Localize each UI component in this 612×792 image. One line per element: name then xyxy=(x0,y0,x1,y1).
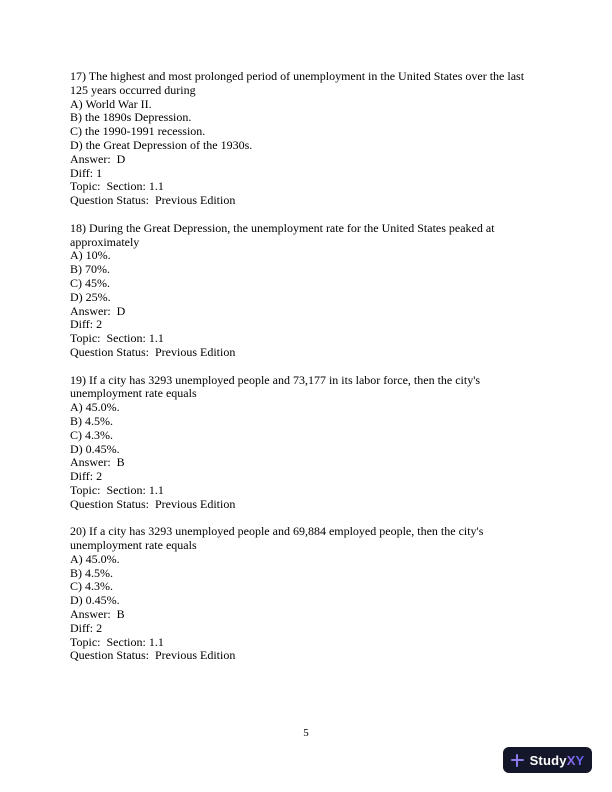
question-block-18 xyxy=(70,222,570,360)
status-line: Question Status: Previous Edition xyxy=(70,193,236,208)
option-line-b: B) the 1890s Depression. xyxy=(70,110,192,125)
logo-brand-text xyxy=(530,754,585,767)
question-stem-line: 19) If a city has 3293 unemployed people and 73,177 in its labor force, then the city's xyxy=(70,372,481,387)
question-block-20 xyxy=(70,525,570,663)
question-stem-line: 125 years occurred during xyxy=(70,82,196,97)
option-line-b: B) 4.5%. xyxy=(70,565,113,580)
topic-line: Topic: Section: 1.1 xyxy=(70,179,164,194)
option-line-c: C) 4.3%. xyxy=(70,427,113,442)
diff-line: Diff: 2 xyxy=(70,317,103,332)
question-stem-line: unemployment rate equals xyxy=(70,538,197,553)
answer-line: Answer: B xyxy=(70,455,125,470)
topic-line: Topic: Section: 1.1 xyxy=(70,331,164,346)
option-line-a: A) World War II. xyxy=(70,96,152,111)
question-stem-line: 17) The highest and most prolonged period of unemployment in the United States over the last xyxy=(70,69,525,83)
logo-brand-primary: Study xyxy=(529,752,567,768)
question-stem-line: 18) During the Great Depression, the unemployment rate for the United States peaked at xyxy=(70,220,495,235)
diff-line: Diff: 2 xyxy=(70,620,103,635)
studyxy-logo-badge[interactable] xyxy=(503,747,592,773)
question-block-17 xyxy=(70,70,570,208)
option-line-c: C) 4.3%. xyxy=(70,579,113,594)
diff-line: Diff: 2 xyxy=(70,469,103,484)
option-line-d: D) 0.45%. xyxy=(70,441,120,456)
status-line: Question Status: Previous Edition xyxy=(70,496,236,511)
question-stem-line: approximately xyxy=(70,234,140,249)
option-line-b: B) 4.5%. xyxy=(70,413,113,428)
document-body xyxy=(70,70,570,677)
option-line-b: B) 70%. xyxy=(70,262,110,277)
option-line-d: D) 0.45%. xyxy=(70,593,120,608)
option-line-c: C) 45%. xyxy=(70,275,110,290)
answer-line: Answer: B xyxy=(70,607,125,622)
option-line-a: A) 10%. xyxy=(70,248,111,263)
plus-icon xyxy=(511,754,524,767)
option-line-a: A) 45.0%. xyxy=(70,400,120,415)
option-line-d: D) the Great Depression of the 1930s. xyxy=(70,137,253,152)
option-line-d: D) 25%. xyxy=(70,289,111,304)
diff-line: Diff: 1 xyxy=(70,165,103,180)
option-line-a: A) 45.0%. xyxy=(70,551,120,566)
question-stem-line: 20) If a city has 3293 unemployed people and 69,884 employed people, then the city's xyxy=(70,524,484,539)
status-line: Question Status: Previous Edition xyxy=(70,344,236,359)
page-number: 5 xyxy=(303,727,309,739)
option-line-c: C) the 1990-1991 recession. xyxy=(70,124,206,139)
logo-brand-accent: XY xyxy=(566,752,585,768)
answer-line: Answer: D xyxy=(70,151,126,166)
topic-line: Topic: Section: 1.1 xyxy=(70,634,164,649)
topic-line: Topic: Section: 1.1 xyxy=(70,482,164,497)
status-line: Question Status: Previous Edition xyxy=(70,648,236,663)
question-block-19 xyxy=(70,374,570,512)
question-stem-line: unemployment rate equals xyxy=(70,386,197,401)
answer-line: Answer: D xyxy=(70,303,126,318)
